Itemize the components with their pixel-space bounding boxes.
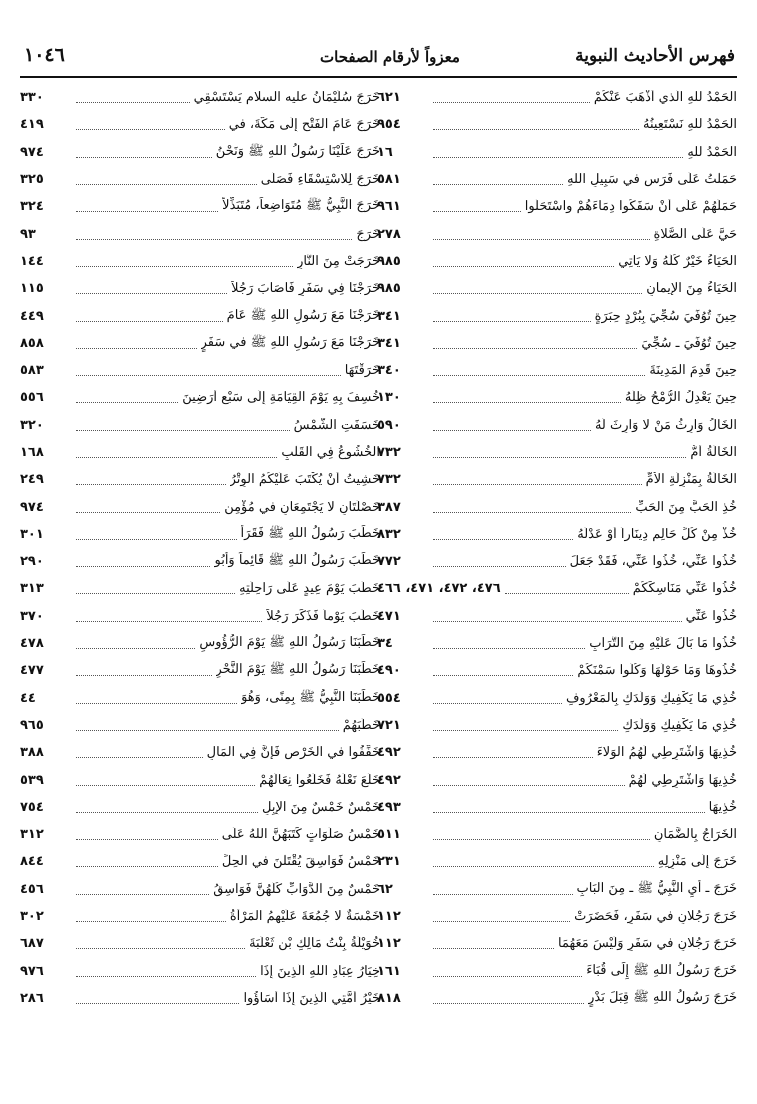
page-reference: ٩٨٥ — [377, 253, 401, 269]
hadith-text: خُذُوهَا وَمَا حَوْلَهَا وَكُلُوا سَمْنَكُمْ — [577, 663, 737, 679]
index-entry — [377, 84, 737, 111]
dot-leader — [433, 430, 591, 431]
index-entry — [377, 275, 737, 302]
page-reference: ٣٢٤ — [20, 199, 44, 215]
page-reference: ٣٢٠ — [20, 417, 44, 433]
index-entry — [377, 903, 737, 930]
dot-leader — [76, 266, 293, 267]
page-reference: ٣١٢ — [20, 827, 44, 843]
page-reference: ٤٧١ — [377, 608, 401, 624]
hadith-text: خُذِيهَا وَاشْتَرِطِي لَهُمْ — [628, 772, 737, 788]
hadith-text: حِينَ تُوُفِّيَ ـ سُجِّيَ — [641, 335, 737, 351]
hadith-text: خُذُوا عَنِّي — [685, 608, 737, 624]
dot-leader — [76, 648, 195, 649]
dot-leader — [76, 129, 225, 130]
index-entry — [20, 821, 380, 848]
hadith-text: خَصْلَتَانِ لا يَجْتَمِعَانِ في مُؤْمِنٍ — [224, 499, 380, 515]
dot-leader — [433, 812, 705, 813]
hadith-text: خُذُوا عَنِّي مَنَاسِكَكُمْ — [632, 581, 737, 597]
index-entry — [20, 139, 380, 166]
page-reference: ٤١٩ — [20, 117, 44, 133]
hadith-text: خَرَجَتْ مِنَ النَّارِ — [297, 253, 380, 269]
hadith-text: خَرَجْنَا مَعَ رَسُولِ اللهِ ﷺ في سَفَرٍ — [200, 334, 380, 350]
index-entry — [20, 466, 380, 493]
page-reference: ٢٨٦ — [20, 990, 44, 1006]
hadith-text: الحَمْدُ للهِ — [687, 144, 737, 160]
dot-leader — [433, 785, 625, 786]
index-entry — [20, 575, 380, 602]
hadith-text: خَرَقْتَهَا — [344, 363, 380, 379]
index-entry — [20, 548, 380, 575]
hadith-text: خُذِي مَا يَكْفِيكِ وَوَلَدَكِ — [622, 717, 737, 733]
dot-leader — [76, 211, 218, 212]
hadith-text: الحَمْدُ للهِ الَّذي أَذْهَبَ عَنْكُمْ — [593, 90, 737, 106]
page-reference: ٤٧٨ — [20, 636, 44, 652]
page-reference: ٩٧٤ — [20, 499, 44, 515]
hadith-text: خَرَجَ عَلَيْنَا رَسُولُ اللهِ ﷺ وَنَحْنُ — [215, 143, 380, 159]
dot-leader — [76, 866, 218, 867]
hadith-text: خُوَيْلَةُ بِنْتُ مَالِكِ بْنِ ثَعْلَبَةَ — [249, 936, 380, 952]
page-reference: ٧٣٢ — [377, 445, 401, 460]
index-entry — [377, 821, 737, 848]
page-reference: ٣٤١ — [377, 308, 401, 324]
index-entry — [377, 985, 737, 1012]
index-entry — [377, 712, 737, 739]
page-reference: ٧٣٢ — [377, 472, 401, 488]
dot-leader — [433, 348, 637, 349]
index-entry — [377, 302, 737, 329]
page-reference: ٥٩٠ — [377, 417, 401, 433]
page-reference: ٣٨٨ — [20, 745, 44, 761]
index-entry — [20, 794, 380, 821]
hadith-text: حَيَّ عَلَى الصَّلاةِ — [653, 226, 737, 242]
dot-leader — [76, 948, 245, 949]
page-reference: ١٦٨ — [20, 445, 44, 460]
dot-leader — [76, 757, 203, 758]
index-entry — [20, 166, 380, 193]
dot-leader — [76, 785, 255, 786]
dot-leader — [76, 348, 197, 349]
hadith-text: الخُشُوعُ فِي القَلْبِ — [281, 445, 380, 460]
dot-leader — [433, 621, 682, 622]
page-reference: ٤٤٩ — [20, 308, 44, 324]
hadith-text: خُذُوا عَنِّي، خُذُوا عَنِّي، فَقَدْ جَعَلَ — [569, 554, 737, 570]
page-reference: ٤٤ — [20, 690, 36, 706]
page-reference: ٥٨٣ — [20, 363, 44, 379]
hadith-text: الحَيَاءُ مِنَ الإيمانِ — [646, 281, 737, 297]
index-entry — [20, 903, 380, 930]
hadith-text: خَرَجْنَا فِي سَفَرٍ فَأَصَابَ رَجُلاً — [231, 281, 380, 297]
dot-leader — [433, 1003, 584, 1004]
hadith-text: الخَالَةُ بِمَنْزِلَةِ الأُمِّ — [645, 472, 737, 488]
hadith-text: خُذِ الحَبَّ مِنَ الحَبِّ — [635, 499, 737, 515]
index-entry — [20, 357, 380, 384]
index-entry — [20, 685, 380, 712]
hadith-text: خَرَجَ رَجُلانِ في سَفَرٍ وَلَيْسَ مَعَهُمَا — [557, 936, 737, 952]
hadith-text: خَطَبَ يَوْمَ عِيدٍ عَلَى رَاحِلَتِهِ — [239, 581, 380, 597]
hadith-text: خَرَجْنَا مَعَ رَسُولِ اللهِ ﷺ عَامَ — [226, 307, 380, 323]
index-entry — [377, 193, 737, 220]
index-entry — [377, 766, 737, 793]
hadith-text: خَطَبَنَا رَسُولُ اللهِ ﷺ يَوْمَ الرُّؤُوسِ — [199, 635, 380, 651]
page-reference: ٣١٣ — [20, 581, 44, 597]
hadith-text: حَمَلْتُ عَلَى فَرَسٍ في سَبِيلِ اللهِ — [567, 172, 737, 188]
hadith-text: الخَالَةُ أُمٌّ — [690, 445, 737, 460]
page-reference: ٧٢١ — [377, 717, 401, 733]
dot-leader — [433, 566, 566, 567]
hadith-text: خَرَجَ — [356, 226, 380, 242]
dot-leader — [433, 457, 686, 458]
page-reference: ٣٤١ — [377, 335, 401, 351]
index-entry — [377, 493, 737, 520]
index-entry — [20, 876, 380, 903]
dot-leader — [76, 539, 237, 540]
dot-leader — [433, 239, 650, 240]
dot-leader — [433, 976, 582, 977]
hadith-text: خِيَارُ عِبَادِ اللهِ الَّذِينَ إِذَا — [260, 963, 380, 979]
page-reference: ٣٤٠ — [377, 363, 401, 379]
dot-leader — [76, 976, 256, 977]
page-reference: ١١٢ — [377, 909, 401, 925]
index-entry — [377, 794, 737, 821]
running-title: فهرس الأحاديث النبوية — [575, 46, 735, 66]
hadith-text: خَطَبَنَا النَّبِيُّ ﷺ بِمِنًى، وَهُوَ — [241, 689, 380, 705]
index-entry — [377, 848, 737, 875]
hadith-text: حَمَلَهُمْ عَلَى أَنْ سَفَكُوا دِمَاءَهُمْ واسْتَحَلُّوا — [524, 199, 737, 215]
hadith-text: خُذِيهَا — [708, 799, 737, 815]
page-reference: ٤٩٣ — [377, 799, 401, 815]
dot-leader — [76, 239, 352, 240]
page-reference: ٤٩٠ — [377, 663, 401, 679]
index-entry — [20, 248, 380, 275]
page-reference: ٣٢٥ — [20, 172, 44, 188]
index-entry — [377, 603, 737, 630]
page-reference: ٤٥٦ — [20, 881, 44, 897]
dot-leader — [433, 539, 573, 540]
dot-leader — [76, 457, 277, 458]
hadith-text: خُذُوا مَا بَالَ عَلَيْهِ مِنَ التُّرَابِ — [589, 636, 737, 652]
dot-leader — [433, 703, 562, 704]
page-reference: ٢٤٩ — [20, 472, 44, 488]
hadith-text: خَرَجَ رَسُولُ اللهِ ﷺ إِلَى قُبَاءَ — [586, 962, 737, 978]
page-reference: ٣٨٧ — [377, 499, 401, 515]
page-reference: ١٤٤ — [20, 253, 44, 269]
index-entry — [20, 493, 380, 520]
index-entry — [377, 521, 737, 548]
page-reference: ٧٧٢ — [377, 554, 401, 570]
dot-leader — [76, 675, 212, 676]
hadith-text: حِينَ تُوُفِّيَ سُجِّيَ بِبُرْدٍ حِبَرَةٍ — [594, 308, 737, 324]
page-reference: ٣٣٠ — [20, 90, 44, 106]
page-reference: ٨٥٨ — [20, 335, 44, 351]
page-header — [20, 40, 737, 78]
page-reference: ٥١١ — [377, 827, 401, 843]
page-reference: ٩٣ — [20, 226, 36, 242]
dot-leader — [76, 812, 258, 813]
index-entry — [20, 657, 380, 684]
page-reference: ٢٣١ — [377, 854, 401, 870]
index-entry — [377, 439, 737, 466]
index-entry — [377, 111, 737, 138]
dot-leader — [76, 839, 218, 840]
page-number: ١٠٤٦ — [24, 44, 65, 66]
hadith-text: خَطَبَ رَسُولُ اللهِ ﷺ فَقَرَأَ — [240, 525, 380, 541]
page-reference: ٤٧٧ — [20, 663, 44, 679]
index-entry — [20, 766, 380, 793]
page-reference: ٩٧٦ — [20, 963, 44, 979]
index-entry — [20, 275, 380, 302]
page-reference: ٩٧٤ — [20, 144, 44, 160]
hadith-text: الحَمْدُ للهِ نَسْتَعِينُهُ — [642, 117, 737, 133]
dot-leader — [76, 894, 209, 895]
dot-leader — [433, 730, 618, 731]
page-reference: ٦٨٧ — [20, 936, 44, 952]
page-reference: ٤٩٢ — [377, 772, 401, 788]
page-reference: ٨٣٢ — [377, 526, 401, 542]
dot-leader — [76, 102, 190, 103]
dot-leader — [76, 293, 227, 294]
hadith-text: خَطَبَ يَوْماً فَذَكَرَ رَجُلاً — [266, 608, 380, 624]
running-subtitle: معزواً لأرقام الصفحات — [320, 48, 460, 66]
dot-leader — [433, 484, 642, 485]
dot-leader — [433, 921, 570, 922]
dot-leader — [433, 948, 554, 949]
page-reference: ١٣٠ — [377, 390, 401, 406]
page-reference: ١١٥ — [20, 281, 44, 297]
dot-leader — [433, 675, 573, 676]
index-entry — [377, 166, 737, 193]
hadith-text: خَمْسُ صَلَوَاتٍ كَتَبَهُنَّ اللهُ عَلَى — [221, 827, 380, 843]
index-entry — [377, 685, 737, 712]
dot-leader — [76, 184, 257, 185]
index-entry — [377, 630, 737, 657]
index-entry — [377, 876, 737, 903]
page-reference: ٣٠١ — [20, 526, 44, 542]
hadith-text: حِينَ قَدِمَ المَدِينَةَ — [649, 363, 737, 379]
page-reference: ٣٠٢ — [20, 909, 44, 925]
hadith-text: خَمْسُ فَوَاسِقَ يُقْتَلْنَ في الحِلِّ — [221, 854, 380, 870]
dot-leader — [433, 266, 614, 267]
index-entry — [377, 930, 737, 957]
hadith-text: خَرَجَ ـ أَيِ النَّبِيُّ ﷺ ـ مِنَ البَابِ — [576, 880, 737, 896]
dot-leader — [433, 211, 521, 212]
hadith-text: خَمْسٌ خَمْسٌ مِنَ الإِبِلِ — [262, 799, 380, 815]
page-reference: ٢٧٨ — [377, 226, 401, 242]
page-reference: ٦٢١ — [377, 90, 401, 106]
dot-leader — [433, 184, 563, 185]
dot-leader — [76, 1003, 239, 1004]
dot-leader — [433, 375, 645, 376]
dot-leader — [433, 321, 591, 322]
index-entry — [20, 193, 380, 220]
page-reference: ٩٦٥ — [20, 717, 44, 733]
index-entry — [20, 521, 380, 548]
page-reference: ٥٣٩ — [20, 772, 44, 788]
page-reference: ١١٢ — [377, 936, 401, 952]
hadith-text: خَرَجَ رَسُولُ اللهِ ﷺ قِبَلَ بَدْرٍ — [588, 989, 737, 1005]
page-reference: ٩٦١ — [377, 199, 401, 215]
index-entry — [20, 930, 380, 957]
index-entry — [377, 412, 737, 439]
index-entry — [20, 985, 380, 1012]
index-entry — [20, 630, 380, 657]
hadith-text: خُذِيهَا وَاشْتَرِطِي لَهُمُ الوَلاءَ — [596, 745, 737, 761]
index-entry — [377, 330, 737, 357]
hadith-text: خَسَفَتِ الشَّمْسُ — [293, 417, 380, 433]
index-entry — [20, 958, 380, 985]
page-reference: ٥٨١ — [377, 172, 401, 188]
hadith-text: الخَرَاجُ بِالضَّمَانِ — [653, 827, 737, 843]
hadith-text: خَشِيتُ أَنْ يُكْتَبَ عَلَيْكُمُ الوِتْرُ — [229, 472, 380, 488]
index-entry — [377, 357, 737, 384]
index-entry — [377, 139, 737, 166]
hadith-text: الخَالُ وَارِثُ مَنْ لا وَارِثَ لَهُ — [594, 417, 737, 433]
index-entry — [20, 848, 380, 875]
page-reference: ٧٥٤ — [20, 799, 44, 815]
index-entry — [20, 739, 380, 766]
index-entry — [377, 657, 737, 684]
dot-leader — [76, 402, 178, 403]
page-reference: ٢٩٠ — [20, 554, 44, 570]
index-entry — [20, 412, 380, 439]
hadith-text: خَطَبَهُمْ — [342, 717, 380, 733]
page-reference: ٩٨٥ — [377, 281, 401, 297]
page-reference: ٦٢ — [377, 881, 393, 897]
hadith-text: خَرَجَ عَامَ الفَتْحِ إِلَى مَكَّةَ، في — [228, 117, 380, 133]
dot-leader — [433, 512, 631, 513]
hadith-text: خَطَبَ رَسُولُ اللهِ ﷺ قَائِماً وَأَبُو — [214, 553, 380, 569]
hadith-text: خَرَجَ رَجُلانِ في سَفَرٍ، فَحَضَرَتْ — [574, 909, 737, 925]
dot-leader — [433, 129, 639, 130]
dot-leader — [76, 157, 212, 158]
index-entry — [20, 439, 380, 466]
dot-leader — [76, 566, 210, 567]
index-entry — [20, 220, 380, 247]
index-entry — [377, 220, 737, 247]
dot-leader — [433, 293, 642, 294]
dot-leader — [76, 921, 226, 922]
hadith-text: حِينَ يَعْدِلُ الرُّمْحُ ظِلَّهُ — [624, 390, 737, 406]
index-entry — [377, 575, 737, 602]
page-reference: ٤٩٢ — [377, 745, 401, 761]
dot-leader — [433, 157, 683, 158]
hadith-text: خَرَجَ النَّبِيُّ ﷺ مُتَوَاضِعاً، مُتَبَذِّلاً — [222, 198, 380, 214]
dot-leader — [433, 648, 585, 649]
dot-leader — [505, 593, 629, 594]
hadith-text: خَرَجَ إِلَى مَنْزِلِهِ — [657, 854, 737, 870]
index-entry — [377, 739, 737, 766]
dot-leader — [433, 866, 654, 867]
page-reference: ٨١٨ — [377, 990, 401, 1006]
hadith-text: خَمْسَةٌ لا جُمُعَةَ عَلَيْهِمُ المَرْأَةُ — [229, 909, 380, 925]
page-reference: ٨٤٤ — [20, 854, 44, 870]
index-entry — [20, 384, 380, 411]
index-entry — [20, 603, 380, 630]
page-reference: ٥٥٦ — [20, 390, 44, 406]
dot-leader — [76, 621, 262, 622]
dot-leader — [76, 703, 237, 704]
dot-leader — [76, 484, 226, 485]
page-reference: ٥٥٤ — [377, 690, 401, 706]
dot-leader — [433, 757, 593, 758]
hadith-text: خَرَجَ سُلَيْمَانُ عليه السلام يَسْتَسْقِي — [193, 90, 380, 106]
page-reference: ٣٤ — [377, 636, 393, 652]
index-entry — [377, 384, 737, 411]
dot-leader — [433, 102, 590, 103]
hadith-text: خَمْسٌ مِنَ الدَّوَابِّ كُلُّهُنَّ فَوَاسِقُ — [213, 881, 380, 897]
page-reference: ٤٧٦، ٤٧٢، ٤٧١، ٤٦٦ — [377, 581, 501, 597]
hadith-text: خَرَجَ لِلاسْتِسْقَاءِ فَصَلَّى — [260, 172, 380, 188]
index-columns — [0, 84, 757, 1084]
dot-leader — [76, 593, 235, 594]
index-entry — [377, 466, 737, 493]
hadith-text: خَلَعَ نَعْلَهُ فَخَلَعُوا نِعَالَهُمْ — [259, 772, 380, 788]
hadith-text: خَفِّفُوا في الخَرْصِ فَإِنَّ فِي المَالِ — [206, 745, 380, 761]
dot-leader — [76, 730, 339, 731]
page-reference: ١٦١ — [377, 963, 401, 979]
dot-leader — [76, 430, 290, 431]
page-reference: ٣٧٠ — [20, 608, 44, 624]
page-reference: ١٦ — [377, 144, 393, 160]
hadith-text: خَيْرُ أُمَّتِي الَّذِينَ إِذَا أَسَاؤُوا — [243, 990, 380, 1006]
hadith-text: خُذِي مَا يَكْفِيكِ وَوَلَدَكِ بِالمَعْرُوفِ — [565, 690, 737, 706]
dot-leader — [433, 839, 650, 840]
left-column — [20, 84, 380, 1012]
dot-leader — [433, 894, 573, 895]
hadith-text: خُذْ مِنْ كُلِّ حَالِمٍ دِينَاراً أَوْ عَدْلَهُ — [577, 526, 737, 542]
index-entry — [20, 84, 380, 111]
page-reference: ٩٥٤ — [377, 117, 401, 133]
hadith-text: خَطَبَنَا رَسُولُ اللهِ ﷺ يَوْمَ النَّحْرِ — [215, 662, 380, 678]
index-entry — [20, 330, 380, 357]
dot-leader — [433, 402, 621, 403]
index-entry — [377, 248, 737, 275]
index-entry — [377, 958, 737, 985]
index-entry — [377, 548, 737, 575]
index-entry — [20, 712, 380, 739]
dot-leader — [76, 512, 220, 513]
dot-leader — [76, 375, 341, 376]
index-entry — [20, 111, 380, 138]
hadith-text: خُسِفَ بِهِ يَوْمَ القِيَامَةِ إِلَى سَبْعِ أَرَضِينَ — [182, 390, 380, 406]
hadith-text: الحَيَاءُ خَيْرٌ كُلُّهُ وَلا يَأْتِي — [618, 253, 737, 269]
right-column — [377, 84, 737, 1012]
dot-leader — [76, 321, 223, 322]
index-entry — [20, 302, 380, 329]
